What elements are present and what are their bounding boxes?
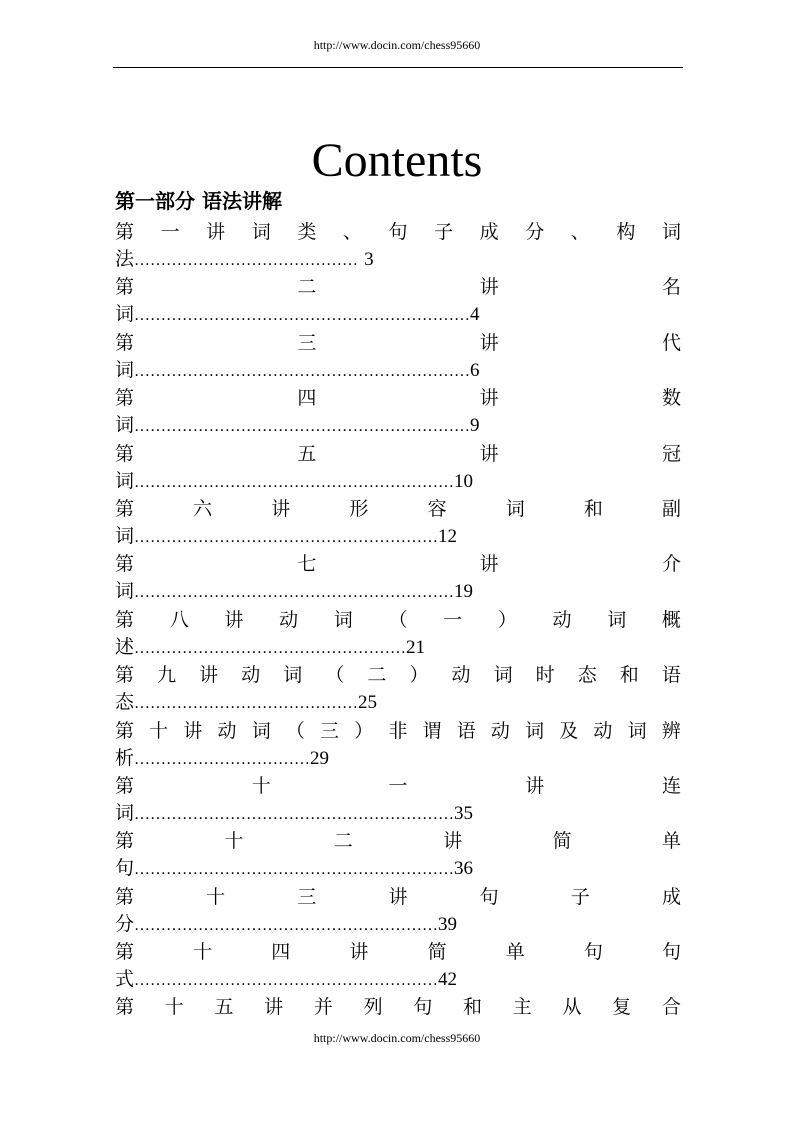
page-number: 10 (454, 470, 474, 492)
toc-title-char: 第 (115, 885, 135, 908)
toc-title-char: 讲 (443, 830, 463, 853)
toc-title-char: 第 (115, 331, 135, 354)
page-number: 25 (358, 692, 378, 714)
toc-title-char: 第 (115, 830, 135, 853)
dot-leader: ………………………………………………… (134, 972, 439, 990)
toc-title-char: 非 (388, 719, 408, 742)
toc-title-char: 列 (363, 996, 383, 1019)
toc-title-char: 容 (427, 497, 447, 520)
toc-title-char: ） (409, 664, 429, 687)
toc-title-char: 动 (593, 719, 613, 742)
toc-title-char: 第 (115, 387, 135, 410)
toc-title-tail: 法 (115, 248, 135, 270)
toc-title-char: 一 (388, 774, 408, 797)
toc-title-char: 第 (115, 497, 135, 520)
toc-title-char: 介 (661, 553, 681, 576)
toc-title-char: 第 (115, 941, 135, 964)
toc-entry-page-line (115, 246, 681, 273)
dot-leader: …………………………………………………… (134, 805, 455, 823)
toc-entry-page-line (115, 357, 681, 384)
toc-entry-title-line (115, 550, 681, 578)
toc-entry-title-line (115, 717, 681, 745)
toc-entry-title-line (115, 827, 681, 855)
toc-title-char: 六 (193, 497, 213, 520)
page-number: 6 (470, 359, 480, 381)
toc-title-char: 简 (552, 830, 572, 853)
table-of-contents (115, 218, 681, 1049)
toc-title-char: 五 (297, 442, 317, 465)
toc-title-char: 副 (661, 497, 681, 520)
toc-title-char: 三 (320, 719, 340, 742)
toc-title-char: 词 (493, 664, 513, 687)
dot-leader: …………………………………………………… (134, 584, 455, 602)
toc-title-char: 三 (297, 331, 317, 354)
toc-title-char: 三 (297, 885, 317, 908)
toc-title-char: 动 (279, 608, 299, 631)
toc-title-char: 词 (505, 497, 525, 520)
toc-entry-title-line (115, 384, 681, 412)
toc-title-char: 讲 (264, 996, 284, 1019)
toc-title-char: 语 (661, 664, 681, 687)
header-url: http://www.docin.com/chess95660 (313, 38, 481, 52)
toc-entry-title-line (115, 938, 681, 966)
toc-title-char: 七 (297, 553, 317, 576)
toc-title-char: 二 (333, 830, 353, 853)
toc-title-char: 复 (612, 996, 632, 1019)
toc-title-tail: 分 (115, 912, 135, 935)
page-number: 4 (470, 304, 480, 326)
toc-entry-title-line (115, 772, 681, 800)
dot-leader: …………………………………… (134, 252, 359, 269)
toc-title-char: 十 (224, 830, 244, 853)
toc-title-char: 词 (251, 719, 271, 742)
toc-title-char: 成 (479, 221, 499, 243)
toc-title-char: 讲 (479, 331, 499, 354)
toc-title-char: 和 (619, 664, 639, 687)
page-title: Contents (311, 134, 483, 187)
page-number: 39 (438, 913, 458, 935)
toc-title-tail: 词 (115, 358, 135, 381)
toc-title-char: 第 (115, 276, 135, 299)
toc-title-char: 动 (490, 719, 510, 742)
toc-title-char: 分 (525, 221, 545, 243)
toc-title-char: 和 (463, 996, 483, 1019)
toc-title-char: 成 (661, 885, 681, 908)
toc-title-char: 、 (570, 221, 590, 243)
toc-title-char: 辨 (661, 719, 681, 742)
toc-title-char: 和 (583, 497, 603, 520)
toc-entry[interactable] (115, 218, 681, 273)
toc-title-char: 句 (661, 941, 681, 964)
toc-title-char: 、 (342, 221, 362, 243)
toc-title-char: 并 (313, 996, 333, 1019)
toc-title-tail: 词 (115, 801, 135, 824)
toc-entry[interactable] (115, 938, 681, 993)
toc-title-char: 第 (115, 442, 135, 465)
toc-title-tail: 词 (115, 414, 135, 437)
header-rule (113, 67, 683, 68)
page-number: 42 (438, 969, 458, 991)
toc-title-char: 讲 (271, 497, 291, 520)
toc-title-char: 一 (160, 221, 180, 243)
toc-title-tail: 词 (115, 524, 135, 547)
toc-entry-title-line (115, 273, 681, 301)
toc-title-char: 概 (661, 608, 681, 631)
toc-entry[interactable] (115, 827, 681, 882)
toc-title-char: 第 (115, 719, 135, 742)
toc-entry[interactable] (115, 661, 681, 716)
toc-entry-page-line (115, 412, 681, 439)
toc-title-char: 代 (661, 331, 681, 354)
toc-title-char: 态 (577, 664, 597, 687)
toc-title-tail: 词 (115, 303, 135, 326)
toc-title-char: 讲 (479, 442, 499, 465)
toc-title-char: 动 (241, 664, 261, 687)
toc-title-char: 十 (251, 774, 271, 797)
toc-title-char: 动 (451, 664, 471, 687)
toc-title-char: 讲 (199, 664, 219, 687)
toc-title-char: 类 (297, 221, 317, 243)
page-number: 19 (454, 581, 474, 603)
toc-title-char: 时 (535, 664, 555, 687)
toc-entry-title-line (115, 440, 681, 468)
footer-url: http://www.docin.com/chess95660 (313, 1031, 481, 1045)
toc-title-char: 词 (251, 221, 271, 243)
toc-title-char: 讲 (224, 608, 244, 631)
page-number: 21 (406, 636, 426, 658)
toc-title-char: 句 (388, 221, 408, 243)
toc-title-char: 讲 (206, 221, 226, 243)
dot-leader: …………………………………………………… (134, 473, 455, 491)
toc-entry[interactable] (115, 550, 681, 605)
toc-title-char: 讲 (183, 719, 203, 742)
toc-title-char: 第 (115, 553, 135, 576)
toc-entry-page-line (115, 468, 681, 495)
toc-title-char: 讲 (388, 885, 408, 908)
toc-title-char: 冠 (661, 442, 681, 465)
page-number: 35 (454, 802, 474, 824)
toc-entry[interactable] (115, 329, 681, 384)
toc-title-char: 第 (115, 996, 135, 1019)
toc-title-char: 谓 (422, 719, 442, 742)
toc-title-char: ） (354, 719, 374, 742)
toc-title-char: 九 (157, 664, 177, 687)
toc-entry-page-line (115, 911, 681, 938)
toc-title-char: 句 (479, 885, 499, 908)
toc-title-char: 单 (661, 830, 681, 853)
dot-leader: ……………………………………………………… (134, 418, 471, 436)
toc-title-char: 第 (115, 608, 135, 631)
toc-entry-title-line (115, 606, 681, 634)
page-number: 29 (310, 747, 330, 769)
toc-title-tail: 句 (115, 857, 135, 880)
dot-leader: ………………………………………………… (134, 916, 439, 934)
toc-entry[interactable] (115, 772, 681, 827)
toc-entry-page-line (115, 301, 681, 328)
toc-title-char: 十 (164, 996, 184, 1019)
toc-title-char: 十 (149, 719, 169, 742)
toc-title-tail: 词 (115, 580, 135, 603)
toc-entry[interactable] (115, 273, 681, 328)
toc-title-char: 连 (661, 774, 681, 797)
toc-title-tail: 述 (115, 635, 135, 658)
toc-title-char: 动 (552, 608, 572, 631)
toc-entry[interactable] (115, 440, 681, 495)
toc-title-char: 讲 (479, 387, 499, 410)
toc-title-char: 四 (271, 941, 291, 964)
toc-entry-page-line (115, 523, 681, 550)
page-number: 9 (470, 415, 480, 437)
toc-entry[interactable] (115, 495, 681, 550)
toc-title-char: 形 (349, 497, 369, 520)
toc-entry-title-line (115, 883, 681, 911)
toc-title-char: 名 (661, 276, 681, 299)
toc-title-char: 五 (214, 996, 234, 1019)
toc-title-tail: 析 (115, 746, 135, 769)
toc-title-char: 句 (413, 996, 433, 1019)
toc-title-char: 讲 (479, 276, 499, 299)
toc-title-char: 合 (661, 996, 681, 1019)
toc-title-char: 讲 (349, 941, 369, 964)
section-heading: 第一部分 语法讲解 (115, 189, 282, 213)
toc-title-tail: 词 (115, 469, 135, 492)
toc-entry[interactable] (115, 384, 681, 439)
dot-leader: ………………………………………………… (134, 528, 439, 546)
toc-title-char: 四 (297, 387, 317, 410)
toc-title-char: 第 (115, 774, 135, 797)
toc-title-tail: 态 (115, 691, 135, 714)
toc-entry[interactable] (115, 606, 681, 661)
toc-title-char: 一 (443, 608, 463, 631)
toc-title-char: （ (285, 719, 305, 742)
toc-title-char: 主 (512, 996, 532, 1019)
toc-title-char: 词 (525, 719, 545, 742)
toc-title-char: 词 (283, 664, 303, 687)
toc-entry-page-line (115, 634, 681, 661)
toc-entry-page-line (115, 689, 681, 716)
toc-title-char: （ (325, 664, 345, 687)
toc-title-char: 从 (562, 996, 582, 1019)
toc-title-char: 动 (217, 719, 237, 742)
toc-title-char: 单 (505, 941, 525, 964)
page-number: 36 (454, 858, 474, 880)
toc-title-char: 词 (627, 719, 647, 742)
toc-title-char: 第 (115, 221, 135, 243)
toc-entry-page-line (115, 800, 681, 827)
dot-leader: ……………………………………………………… (134, 362, 471, 380)
toc-title-char: 第 (115, 664, 135, 687)
toc-entry-page-line (115, 966, 681, 993)
toc-entry[interactable] (115, 717, 681, 772)
toc-title-char: 十 (206, 885, 226, 908)
toc-entry-title-line (115, 661, 681, 689)
toc-entry-title-line (115, 993, 681, 1021)
toc-entry-title-line (115, 218, 681, 246)
toc-entry-title-line (115, 495, 681, 523)
toc-entry-page-line (115, 578, 681, 605)
toc-entry-title-line (115, 329, 681, 357)
page-number: 3 (364, 249, 374, 270)
toc-title-char: 语 (456, 719, 476, 742)
dot-leader: …………………………………… (134, 695, 359, 713)
page-number: 12 (438, 525, 458, 547)
dot-leader: …………………………………………… (134, 639, 407, 657)
toc-entry-page-line (115, 855, 681, 882)
toc-title-char: 及 (559, 719, 579, 742)
toc-title-char: 二 (297, 276, 317, 299)
toc-title-char: 十 (193, 941, 213, 964)
toc-title-char: 子 (570, 885, 590, 908)
toc-title-tail: 式 (115, 968, 135, 991)
dot-leader: ……………………………………………………… (134, 307, 471, 325)
toc-title-char: （ (388, 608, 408, 631)
dot-leader: …………………………………………………… (134, 861, 455, 879)
toc-entry-page-line (115, 745, 681, 772)
toc-title-char: 八 (169, 608, 189, 631)
toc-title-char: 词 (607, 608, 627, 631)
toc-title-char: 讲 (525, 774, 545, 797)
toc-title-char: 词 (333, 608, 353, 631)
toc-title-char: ） (497, 608, 517, 631)
toc-title-char: 句 (583, 941, 603, 964)
toc-entry[interactable] (115, 883, 681, 938)
toc-title-char: 构 (616, 221, 636, 243)
toc-title-char: 讲 (479, 553, 499, 576)
toc-title-char: 数 (661, 387, 681, 410)
toc-title-char: 二 (367, 664, 387, 687)
toc-title-char: 词 (661, 221, 681, 243)
toc-title-char: 子 (434, 221, 454, 243)
toc-title-char: 简 (427, 941, 447, 964)
dot-leader: …………………………… (134, 750, 311, 768)
